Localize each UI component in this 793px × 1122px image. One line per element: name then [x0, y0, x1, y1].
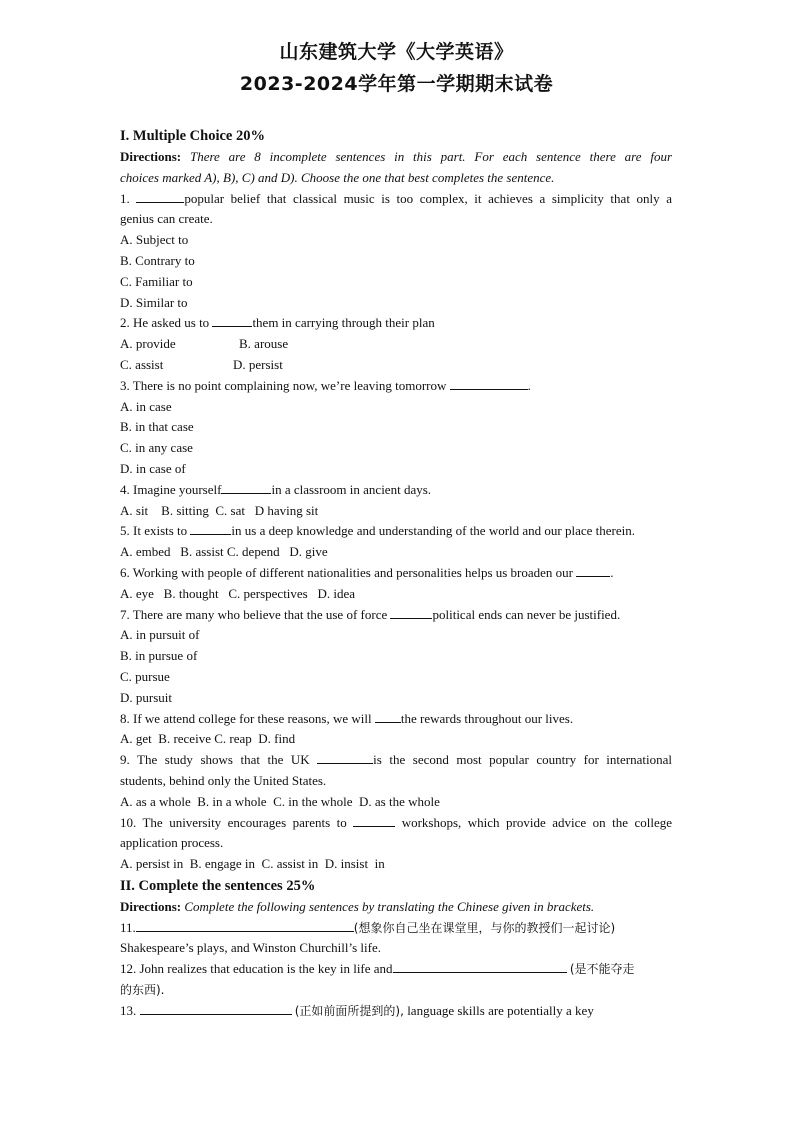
question-8: [120, 709, 672, 730]
answer-blank[interactable]: [576, 563, 610, 577]
question-number: 1.: [120, 190, 130, 206]
question-text: them in carrying through their plan: [252, 315, 435, 331]
answer-blank[interactable]: [390, 605, 432, 619]
question-3: [120, 376, 672, 397]
options-row: A. persist in B. engage in C. assist in D. insist in: [120, 856, 385, 872]
option: A. in case: [120, 398, 172, 414]
directions-text: There are 8 incomplete sentences in this part. For each sentence there are four: [189, 149, 673, 164]
exam-title-line1: 山东建筑大学《大学英语》: [279, 41, 514, 63]
option: A. provide: [120, 336, 176, 352]
question-text: is the second most popular country for international: [373, 752, 672, 768]
question-text: 5. It exists to: [120, 523, 188, 539]
section1-title: I. Multiple Choice 20%: [120, 128, 265, 144]
section2-directions: [120, 897, 672, 918]
question-text: popular belief that classical music is too complex, it achieves a simplicity that only a: [184, 190, 673, 206]
answer-blank[interactable]: [136, 918, 354, 932]
question-10-cont: application process.: [120, 835, 224, 851]
directions-label: Directions:: [120, 898, 182, 914]
question-1-cont: genius can create.: [120, 211, 213, 227]
options-row: A. as a whole B. in a whole C. in the whole D. as the whole: [120, 793, 440, 809]
option: C. in any case: [120, 440, 193, 456]
question-11-cont: Shakespeare’s plays, and Winston Churchill’s life.: [120, 940, 381, 956]
question-text: political ends can never be justified.: [432, 606, 621, 622]
question-2: [120, 313, 672, 334]
option: D. persist: [233, 356, 283, 372]
question-text: 10. The university encourages parents to: [120, 814, 347, 830]
answer-blank[interactable]: [317, 750, 373, 764]
answer-blank[interactable]: [353, 813, 395, 827]
option: D. pursuit: [120, 689, 172, 705]
exam-title-line2: 2023-2024学年第一学期期末试卷: [239, 73, 554, 95]
question-text: .: [527, 377, 531, 393]
option: B. in pursue of: [120, 648, 198, 664]
question-5: [120, 521, 672, 542]
answer-blank[interactable]: [450, 376, 528, 390]
question-number: 13.: [120, 1002, 137, 1018]
option: C. assist: [120, 356, 164, 372]
question-text: 7. There are many who believe that the use of force: [120, 606, 388, 622]
chinese-prompt: (正如前面所提到的),: [294, 1003, 404, 1018]
answer-blank[interactable]: [212, 313, 252, 327]
option: A. Subject to: [120, 232, 189, 248]
option: A. in pursuit of: [120, 627, 200, 643]
question-text: language skills are potentially a key: [407, 1002, 594, 1018]
chinese-prompt: (是不能夺走: [569, 962, 635, 977]
options-row: A. get B. receive C. reap D. find: [120, 731, 296, 747]
option: C. pursue: [120, 668, 170, 684]
answer-blank[interactable]: [136, 189, 184, 203]
question-12: [120, 959, 672, 980]
options-row: A. eye B. thought C. perspectives D. idea: [120, 585, 356, 601]
section1-directions-line1: [120, 147, 672, 168]
options-row: [120, 334, 672, 355]
question-7: [120, 605, 672, 626]
question-text: 2. He asked us to: [120, 315, 210, 331]
question-9-cont: students, behind only the United States.: [120, 772, 327, 788]
question-text: 8. If we attend college for these reasons, we will: [120, 710, 372, 726]
exam-content: [120, 125, 672, 1022]
option: D. in case of: [120, 460, 186, 476]
option: C. Familiar to: [120, 273, 193, 289]
directions-text: Complete the following sentences by translating the Chinese given in brackets.: [184, 898, 595, 914]
options-row: [120, 355, 672, 376]
question-text: the rewards throughout our lives.: [400, 710, 574, 726]
section2-title: II. Complete the sentences 25%: [120, 877, 316, 894]
options-row: A. sit B. sitting C. sat D having sit: [120, 502, 319, 518]
question-text: workshops, which provide advice on the college: [401, 814, 673, 830]
option: B. arouse: [239, 336, 289, 352]
question-10: [120, 813, 672, 834]
answer-blank[interactable]: [190, 521, 231, 535]
question-text: .: [610, 564, 614, 580]
question-9: [120, 750, 672, 771]
section1-directions-line2: choices marked A), B), C) and D). Choose the one that best completes the sentence.: [120, 169, 555, 185]
question-text: 3. There is no point complaining now, we’re leaving tomorrow: [120, 377, 447, 393]
answer-blank[interactable]: [375, 709, 401, 723]
question-text: 9. The study shows that the UK: [120, 752, 310, 768]
option: B. Contrary to: [120, 252, 195, 268]
question-number: 11.: [120, 919, 136, 935]
question-12-cont: 的东西).: [120, 983, 165, 998]
question-4: [120, 480, 672, 501]
question-text: 6. Working with people of different nationalities and personalities helps us broaden our: [120, 564, 574, 580]
question-13: [120, 1001, 672, 1022]
directions-label: Directions:: [120, 149, 182, 164]
question-1: [120, 189, 672, 210]
question-text: in us a deep knowledge and understanding of the world and our place therein.: [231, 523, 636, 539]
option: B. in that case: [120, 419, 194, 435]
question-11: [120, 918, 672, 939]
question-6: [120, 563, 672, 584]
answer-blank[interactable]: [140, 1001, 292, 1015]
question-text: 12. John realizes that education is the key in life and: [120, 961, 393, 977]
answer-blank[interactable]: [393, 959, 567, 973]
options-row: A. embed B. assist C. depend D. give: [120, 544, 328, 560]
chinese-prompt: (想象你自己坐在课堂里，与你的教授们一起讨论): [353, 920, 616, 935]
question-text: 4. Imagine yourself: [120, 481, 222, 497]
question-text: in a classroom in ancient days.: [271, 481, 432, 497]
option: D. Similar to: [120, 294, 188, 310]
answer-blank[interactable]: [221, 480, 271, 494]
